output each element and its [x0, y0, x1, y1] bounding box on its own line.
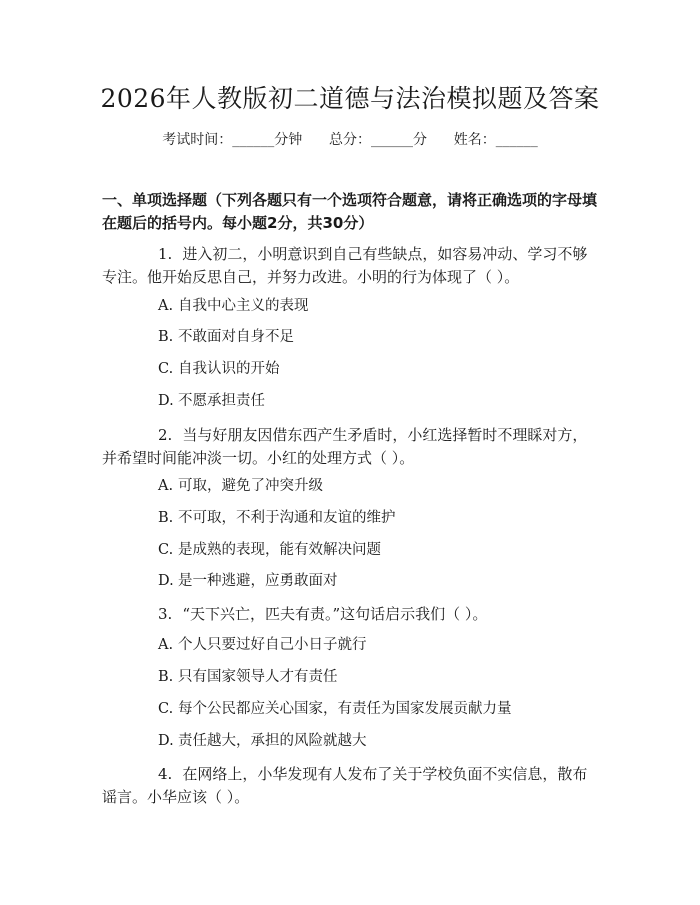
question-number: 1.	[158, 245, 173, 263]
option-letter: A.	[158, 637, 174, 653]
question-2	[102, 424, 602, 470]
option-text: 是一种逃避，应勇敢面对	[178, 573, 338, 589]
option-2d	[158, 571, 598, 591]
option-text: 每个公民都应关心国家，有责任为国家发展贡献力量	[178, 701, 512, 717]
option-text: 自我中心主义的表现	[178, 298, 309, 314]
option-text: 个人只要过好自己小日子就行	[178, 637, 367, 653]
option-letter: D.	[158, 393, 174, 409]
question-number: 3.	[158, 605, 173, 623]
option-text: 不敢面对自身不足	[178, 329, 294, 345]
option-letter: C.	[158, 542, 174, 558]
option-3a	[158, 635, 598, 655]
option-1d	[158, 391, 598, 411]
question-4	[102, 763, 602, 809]
option-text: 不可取，不利于沟通和友谊的维护	[178, 510, 396, 526]
question-text: 当与好朋友因借东西产生矛盾时，小红选择暂时不理睬对方，并希望时间能冲淡一切。小红的处理方式（ ）。	[102, 426, 588, 467]
option-1b	[158, 327, 598, 347]
option-letter: C.	[158, 361, 174, 377]
question-number: 2.	[158, 426, 173, 444]
option-1c	[158, 359, 598, 379]
option-letter: A.	[158, 298, 174, 314]
option-text: 是成熟的表现，能有效解决问题	[178, 542, 381, 558]
document-title: 2026年人教版初二道德与法治模拟题及答案	[100, 84, 600, 113]
option-letter: C.	[158, 701, 174, 717]
option-2b	[158, 508, 598, 528]
option-text: 责任越大，承担的风险就越大	[178, 733, 367, 749]
question-text: 进入初二，小明意识到自己有些缺点，如容易冲动、学习不够专注。他开始反思自己，并努力改进。小明的行为体现了（ ）。	[102, 245, 588, 286]
option-letter: B.	[158, 669, 174, 685]
question-3	[102, 603, 602, 626]
option-text: 不愿承担责任	[178, 393, 265, 409]
option-letter: B.	[158, 329, 174, 345]
option-2a	[158, 476, 598, 496]
question-text: “天下兴亡，匹夫有责。”这句话启示我们（ ）。	[182, 605, 488, 623]
exam-info-line: 考试时间：______分钟 总分：______分 姓名：______	[162, 132, 538, 148]
question-number: 4.	[158, 765, 173, 783]
section-heading: 一、单项选择题（下列各题只有一个选项符合题意，请将正确选项的字母填在题后的括号内。每小题2分，共30分）	[102, 191, 598, 232]
option-3c	[158, 699, 598, 719]
option-2c	[158, 540, 598, 560]
option-1a	[158, 296, 598, 316]
option-letter: D.	[158, 733, 174, 749]
option-3d	[158, 731, 598, 751]
option-letter: D.	[158, 573, 174, 589]
option-3b	[158, 667, 598, 687]
option-letter: A.	[158, 478, 174, 494]
question-1	[102, 243, 602, 289]
option-text: 只有国家领导人才有责任	[178, 669, 338, 685]
question-text: 在网络上，小华发现有人发布了关于学校负面不实信息，散布谣言。小华应该（ ）。	[102, 765, 588, 806]
option-text: 自我认识的开始	[178, 361, 280, 377]
option-text: 可取，避免了冲突升级	[178, 478, 323, 494]
option-letter: B.	[158, 510, 174, 526]
